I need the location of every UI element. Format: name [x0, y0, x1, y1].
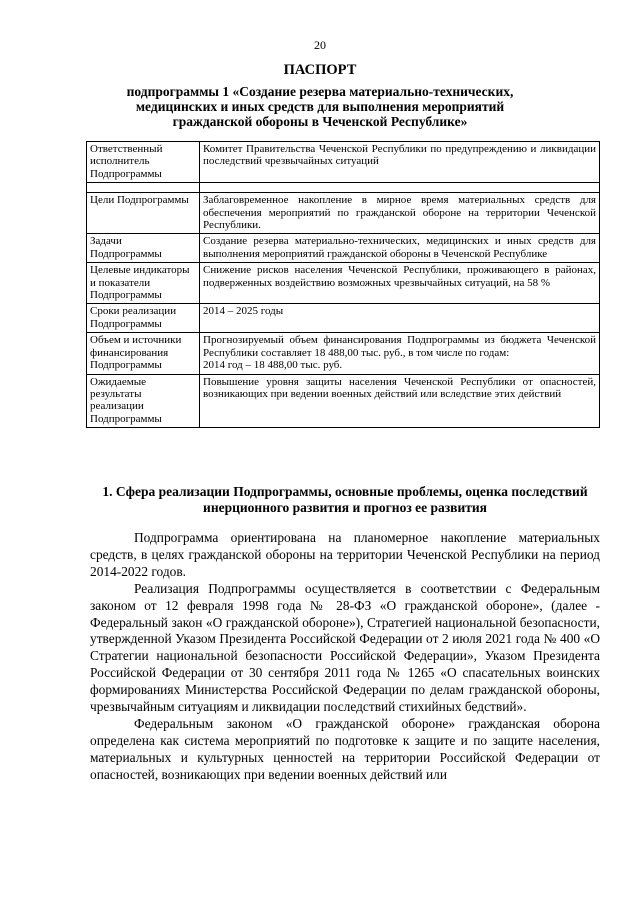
table-row	[87, 142, 600, 183]
row-value-extra: 2014 год – 18 488,00 тыс. руб.	[203, 359, 343, 372]
subtitle-line: медицинских и иных средств для выполнения мероприятий	[135, 99, 505, 114]
row-label: Объем и источники финансирования Подпрограммы	[87, 333, 200, 374]
table-gap-row	[87, 183, 600, 193]
paragraph: Федеральным законом «О гражданской обороне» гражданская оборона определена как система мероприятий по подготовке к защите и по защите населения, материальных и культурных ценностей на территории Российской Федерации от опасностей, возникающих при ведении военных действий или	[90, 715, 600, 782]
row-value	[200, 333, 600, 374]
section-heading: 1. Сфера реализации Подпрограммы, основные проблемы, оценка последствий инерционного развития и прогноз ее развития	[102, 484, 588, 515]
row-label: Сроки реализации Подпрограммы	[87, 304, 200, 333]
page-number: 20	[314, 38, 326, 52]
row-label: Целевые индикаторы и показатели Подпрограммы	[87, 263, 200, 304]
paragraph: Реализация Подпрограммы осуществляется в соответствии с Федеральным законом от 12 февраля 1998 года № 28-ФЗ «О гражданской обороне», (далее - Федеральный закон «О гражданской обороне»), Стратегией национальной безопасности, утвержденной Указом Президента Российской Федерации от 2 июля 2021 года № 400 «О Стратегии национальной безопасности Российской Федерации», Указом Президента Российской Федерации от 30 сентября 2011 года № 1265 «О спасательных воинских формированиях Министерства Российской Федерации по делам гражданской обороны, чрезвычайным ситуациям и ликвидации последствий стихийных бедствий».	[90, 580, 600, 715]
row-value: Заблаговременное накопление в мирное время материальных средств для обеспечения мероприятий по гражданской обороне на территории Чеченской Республики.	[200, 193, 600, 234]
table-row	[87, 333, 600, 374]
row-value: 2014 – 2025 годы	[200, 304, 600, 333]
row-value: Создание резерва материально-технических, медицинских и иных средств для выполнения мероприятий гражданской обороны в Чеченской Республике	[200, 234, 600, 263]
row-label: Цели Подпрограммы	[87, 193, 200, 234]
table-row	[87, 234, 600, 263]
subtitle-line: гражданской обороны в Чеченской Республике»	[172, 114, 468, 129]
document-subtitle	[0, 84, 640, 129]
row-value-text: Прогнозируемый объем финансирования Подпрограммы из бюджета Чеченской Республики составляет 18 488,00 тыс. руб., в том числе по годам:	[203, 334, 596, 359]
paragraph: Подпрограмма ориентирована на планомерное накопление материальных средств, в целях гражданской обороны на территории Чеченской Республики на период 2014-2022 годов.	[90, 530, 600, 579]
subtitle-line: подпрограммы 1 «Создание резерва материально-технических,	[126, 84, 514, 99]
table-row	[87, 193, 600, 234]
document-title: ПАСПОРТ	[283, 62, 357, 78]
passport-table	[86, 141, 600, 428]
row-label: Ответственный исполнитель Подпрограммы	[87, 142, 200, 183]
table-row	[87, 304, 600, 333]
row-value: Снижение рисков населения Чеченской Республики, проживающего в районах, подверженных воздействию возможных чрезвычайных ситуаций, на 58 %	[200, 263, 600, 304]
row-label: Ожидаемые результаты реализации Подпрограммы	[87, 374, 200, 428]
row-label: Задачи Подпрограммы	[87, 234, 200, 263]
table-row	[87, 263, 600, 304]
row-value: Комитет Правительства Чеченской Республики по предупреждению и ликвидации последствий чрезвычайных ситуаций	[200, 142, 600, 183]
row-value: Повышение уровня защиты населения Чеченской Республики от опасностей, возникающих при ведении военных действий или вследствие этих действий	[200, 374, 600, 428]
body-text	[90, 530, 600, 784]
table-row	[87, 374, 600, 428]
